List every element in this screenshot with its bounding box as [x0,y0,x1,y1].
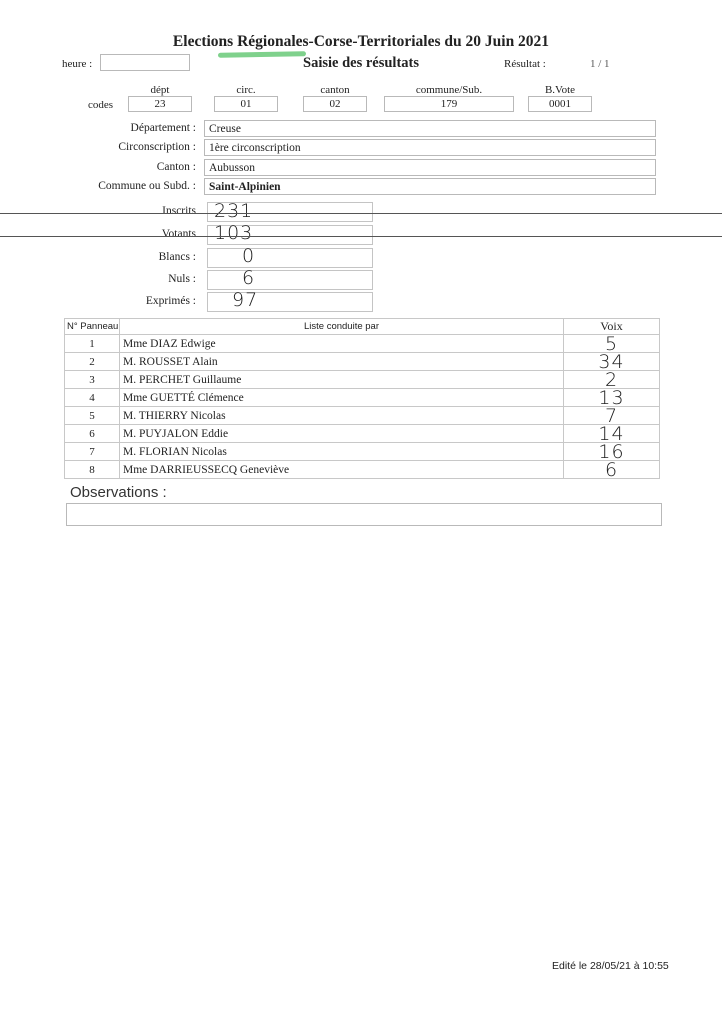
document-title: Elections Régionales-Corse-Territoriales du 20 Juin 2021 [172,33,550,50]
strike-line-inscrits [0,213,722,214]
table-row [65,389,660,407]
code-circ-label: circ. [236,84,256,96]
header-panneau: N° Panneau [65,319,120,335]
heure-label: heure : [62,58,93,70]
edited-timestamp: Edité le 28/05/21 à 10:55 [552,960,669,972]
codes-row-label: codes [88,99,114,111]
results-header-row [65,319,660,335]
votants-value: 103 [214,222,254,244]
code-bvote-label: B.Vote [544,84,576,96]
resultat-label: Résultat : [504,58,546,70]
departement-label: Département : [130,122,196,134]
exprimes-label: Exprimés : [145,295,196,307]
observations-value [67,508,71,520]
exprimes-value: 97 [232,289,259,311]
row-candidate: M. FLORIAN Nicolas [120,443,564,461]
inscrits-label: Inscrits [162,205,196,217]
votants-label: Votants [161,228,196,240]
table-row [65,461,660,479]
commune-field[interactable]: Saint-Alpinien [204,178,656,195]
row-voix[interactable]: 6 [564,461,660,479]
row-number: 6 [65,425,120,443]
row-number: 7 [65,443,120,461]
nuls-field[interactable] [207,267,373,290]
row-voix[interactable]: 34 [564,353,660,371]
row-candidate: M. ROUSSET Alain [120,353,564,371]
table-row [65,407,660,425]
circonscription-field[interactable]: 1ère circonscription [204,139,656,156]
row-candidate: Mme DARRIEUSSECQ Geneviève [120,461,564,479]
results-table [64,318,660,479]
table-row [65,443,660,461]
row-number: 3 [65,371,120,389]
observations-field[interactable] [66,503,662,526]
commune-label: Commune ou Subd. : [98,180,196,192]
canton-label: Canton : [156,161,196,173]
row-candidate: M. PUYJALON Eddie [120,425,564,443]
row-number: 2 [65,353,120,371]
row-number: 4 [65,389,120,407]
table-row [65,371,660,389]
row-candidate: Mme DIAZ Edwige [120,335,564,353]
row-candidate: M. PERCHET Guillaume [120,371,564,389]
observations-label: Observations : [70,484,167,501]
code-circ-field[interactable]: 01 [214,96,278,112]
row-voix[interactable]: 5 [564,335,660,353]
row-voix[interactable]: 7 [564,407,660,425]
table-row [65,335,660,353]
code-commune-label: commune/Sub. [415,84,483,96]
heure-field[interactable] [100,54,190,71]
blancs-field[interactable] [207,245,373,268]
blancs-label: Blancs : [158,251,196,263]
table-row [65,425,660,443]
header-liste: Liste conduite par [120,319,564,335]
row-voix[interactable]: 13 [564,389,660,407]
header-voix: Voix [564,319,660,335]
code-commune-field[interactable]: 179 [384,96,514,112]
heure-value [101,59,104,71]
row-number: 8 [65,461,120,479]
circonscription-label: Circonscription : [118,141,196,153]
row-candidate: Mme GUETTÉ Clémence [120,389,564,407]
document-subtitle: Saisie des résultats [303,55,419,71]
row-voix[interactable]: 2 [564,371,660,389]
row-number: 1 [65,335,120,353]
row-number: 5 [65,407,120,425]
row-voix[interactable]: 16 [564,443,660,461]
nuls-label: Nuls : [168,273,196,285]
resultat-value: 1 / 1 [590,58,610,70]
code-canton-field[interactable]: 02 [303,96,367,112]
code-bvote-field[interactable]: 0001 [528,96,592,112]
departement-field[interactable]: Creuse [204,120,656,137]
code-canton-label: canton [320,84,350,96]
table-row [65,353,660,371]
row-voix[interactable]: 14 [564,425,660,443]
code-dept-label: dépt [150,84,170,96]
blancs-value: 0 [242,245,256,267]
row-candidate: M. THIERRY Nicolas [120,407,564,425]
nuls-value: 6 [242,267,256,289]
inscrits-value: 231 [214,200,254,222]
canton-field[interactable]: Aubusson [204,159,656,176]
code-dept-field[interactable]: 23 [128,96,192,112]
strike-line-votants [0,236,722,237]
